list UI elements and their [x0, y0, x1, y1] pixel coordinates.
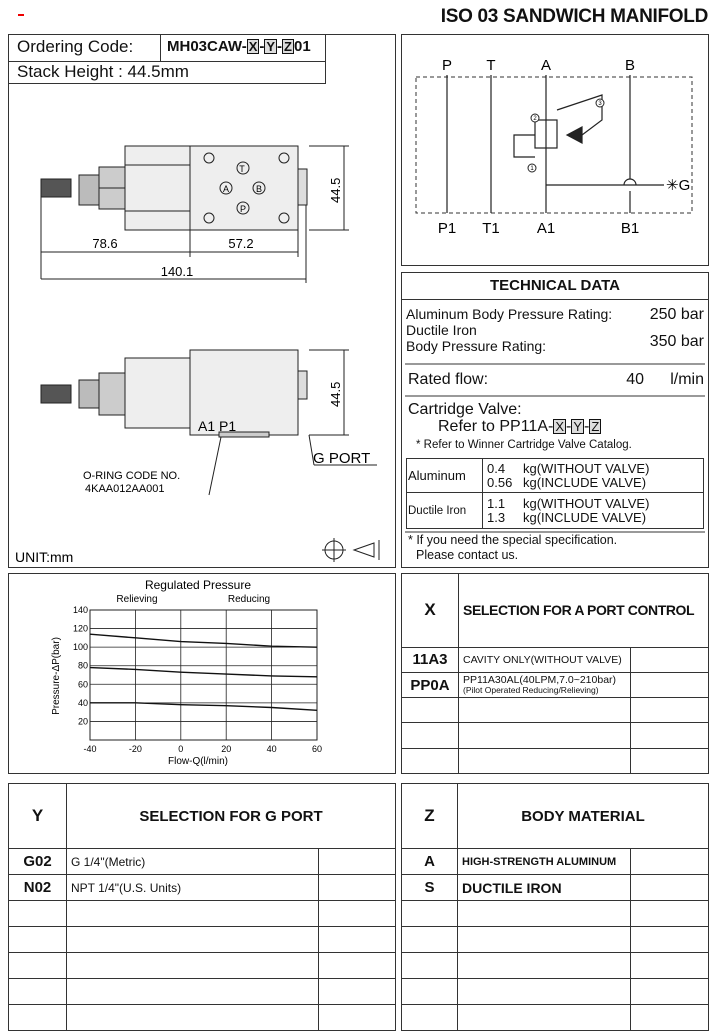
ordering-code-label: Ordering Code: — [17, 37, 134, 56]
series-line-3 — [90, 703, 317, 710]
regulated-pressure-chart — [9, 574, 395, 773]
row-code: S — [402, 875, 458, 901]
row-extra — [319, 901, 396, 927]
row-description: CAVITY ONLY(WITHOUT VALVE) — [459, 647, 631, 672]
y-tick-label: 20 — [77, 716, 88, 727]
special-note-1: * If you need the special specification. — [408, 533, 618, 547]
rated-flow-value: 40 — [626, 371, 644, 388]
y-selection-table — [8, 783, 396, 1031]
row-extra — [631, 901, 709, 927]
table-row — [9, 849, 396, 875]
page-title: ISO 03 SANDWICH MANIFOLD — [440, 6, 708, 27]
schematic-num-1: 1 — [530, 166, 534, 172]
g-port-label: G PORT — [313, 450, 371, 467]
hydraulic-schematic — [401, 34, 709, 266]
row-extra — [631, 849, 709, 875]
al-pressure-value: 250 bar — [649, 306, 704, 323]
port-p-top: P — [441, 57, 453, 74]
series-line-1 — [90, 634, 317, 647]
catalog-note: * Refer to Winner Cartridge Valve Catalog. — [416, 439, 632, 451]
x-head-title: SELECTION FOR A PORT CONTROL — [459, 574, 709, 648]
side-ports-label: A1 P1 — [198, 418, 237, 434]
table-row — [402, 849, 709, 875]
x-head-code: X — [402, 574, 459, 648]
port-b1: B1 — [620, 220, 640, 237]
technical-data-panel — [401, 272, 709, 568]
schematic-svg — [402, 35, 708, 265]
row-code — [402, 953, 458, 979]
table-row — [9, 953, 396, 979]
row-description: HIGH-STRENGTH ALUMINUM — [458, 849, 631, 875]
row-code: A — [402, 849, 458, 875]
chart-ylabel: Pressure-ΔP(bar) — [51, 637, 62, 715]
y-head-code: Y — [9, 784, 67, 849]
row-extra — [319, 875, 396, 901]
unit-label: UNIT:mm — [15, 549, 74, 565]
y-tick-label: 100 — [72, 642, 88, 653]
weight-row: Ductile Iron 1.1 kg(WITHOUT VALVE) 1.3 kg(INCLUDE VALVE) — [407, 493, 704, 529]
row-extra — [319, 849, 396, 875]
y-tick-label: 120 — [72, 623, 88, 634]
dim-total: 140.1 — [160, 264, 194, 279]
row-code — [9, 1005, 67, 1031]
table-row — [9, 979, 396, 1005]
y-tick-label: 80 — [77, 660, 88, 671]
di-label-2: Body Pressure Rating: — [406, 338, 547, 354]
port-t1: T1 — [482, 220, 500, 237]
chart-annotation-relieving: Relieving — [116, 594, 158, 605]
row-extra — [631, 723, 709, 748]
row-code — [402, 901, 458, 927]
row-extra — [319, 1005, 396, 1031]
row-code — [402, 723, 459, 748]
port-t-top: T — [486, 57, 496, 74]
weight-table — [406, 458, 704, 529]
table-row — [402, 979, 709, 1005]
chart-annotation-reducing: Reducing — [227, 594, 271, 605]
row-code: PP0A — [402, 672, 459, 697]
y-tick-label: 60 — [77, 679, 88, 690]
row-description: NPT 1/4"(U.S. Units) — [67, 875, 319, 901]
row-description: PP11A30AL(40LPM,7.0~210bar) (Pilot Operated Reducing/Relieving) — [459, 672, 631, 697]
dim-right: 57.2 — [228, 236, 254, 251]
table-row — [402, 748, 709, 773]
weight-material: Aluminum — [407, 459, 483, 493]
table-header — [402, 784, 709, 849]
x-tick-label: 20 — [221, 744, 232, 754]
row-code — [402, 979, 458, 1005]
table-row — [402, 953, 709, 979]
dim-height-side: 44.5 — [328, 381, 343, 407]
row-code — [402, 698, 459, 723]
table-row — [402, 901, 709, 927]
port-a-label: A — [222, 184, 230, 194]
table-row — [9, 1005, 396, 1031]
row-description — [67, 953, 319, 979]
special-note-2: Please contact us. — [416, 548, 519, 562]
row-description — [458, 1005, 631, 1031]
weight-material: Ductile Iron — [407, 493, 483, 529]
z-selection-table — [401, 783, 709, 1031]
plot-area — [90, 610, 317, 740]
table-row — [402, 723, 709, 748]
di-pressure-value: 350 bar — [649, 333, 704, 350]
x-selection-table — [401, 573, 709, 774]
y-head-title: SELECTION FOR G PORT — [67, 784, 396, 849]
z-head-code: Z — [402, 784, 458, 849]
port-a1: A1 — [536, 220, 556, 237]
row-code: G02 — [9, 849, 67, 875]
y-tick-label: 40 — [77, 697, 88, 708]
table-row — [9, 927, 396, 953]
x-tick-label: 60 — [311, 744, 323, 754]
row-description — [459, 698, 631, 723]
stack-height: Stack Height : 44.5mm — [17, 62, 189, 81]
table-row — [402, 698, 709, 723]
row-extra — [631, 698, 709, 723]
y-tick-label: 140 — [72, 605, 88, 615]
schematic-num-2: 2 — [533, 116, 537, 122]
row-extra — [319, 979, 396, 1005]
row-extra — [631, 953, 709, 979]
row-description — [458, 927, 631, 953]
row-description — [67, 1005, 319, 1031]
row-description — [67, 927, 319, 953]
oring-code: 4KAA012AA001 — [85, 483, 165, 495]
row-code — [402, 1005, 458, 1031]
table-row — [402, 875, 709, 901]
ordering-code-value: MH03CAW- X - Y - Z 01 — [167, 38, 311, 55]
row-description: G 1/4"(Metric) — [67, 849, 319, 875]
al-pressure-label: Aluminum Body Pressure Rating: — [406, 306, 613, 322]
row-code — [9, 953, 67, 979]
row-extra — [631, 875, 709, 901]
table-row — [402, 647, 709, 672]
port-p1: P1 — [437, 220, 457, 237]
row-code: N02 — [9, 875, 67, 901]
table-header — [9, 784, 396, 849]
technical-data-title: TECHNICAL DATA — [402, 273, 708, 300]
port-t-label: T — [239, 164, 245, 174]
port-p-label: P — [239, 204, 247, 214]
chart-panel — [8, 573, 396, 774]
row-extra — [631, 672, 709, 697]
rated-flow-unit: l/min — [670, 371, 704, 388]
weight-row: Aluminum 0.4 kg(WITHOUT VALVE) 0.56 kg(INCLUDE VALVE) — [407, 459, 704, 493]
row-extra — [631, 748, 709, 773]
row-description — [67, 901, 319, 927]
dim-left: 78.6 — [92, 236, 118, 251]
row-code — [9, 927, 67, 953]
port-g: ✳G — [666, 177, 691, 194]
ordering-code-table — [8, 34, 326, 84]
table-row — [402, 927, 709, 953]
cartridge-label: Cartridge Valve: — [408, 401, 522, 418]
row-extra — [319, 927, 396, 953]
table-row — [402, 672, 709, 697]
cartridge-ref: Refer to PP11A- X - Y - Z — [438, 418, 600, 435]
di-label-1: Ductile Iron — [406, 322, 477, 338]
row-extra — [631, 927, 709, 953]
row-code — [402, 748, 459, 773]
series-line-2 — [90, 668, 317, 677]
oring-label: O-RING CODE NO. — [83, 470, 181, 482]
row-description — [459, 748, 631, 773]
row-description — [459, 723, 631, 748]
drawing-panel — [8, 34, 396, 568]
port-b-label: B — [255, 184, 263, 194]
row-code — [9, 979, 67, 1005]
x-tick-label: 40 — [266, 744, 277, 754]
dimension-drawing — [9, 35, 395, 567]
row-description — [458, 901, 631, 927]
row-extra — [319, 953, 396, 979]
schematic-num-3: 3 — [598, 101, 602, 107]
table-header — [402, 574, 709, 648]
x-tick-label: -20 — [128, 744, 142, 754]
row-description — [458, 953, 631, 979]
row-extra — [631, 647, 709, 672]
chart-title: Regulated Pressure — [144, 578, 252, 592]
port-b-top: B — [624, 57, 636, 74]
row-description — [458, 979, 631, 1005]
row-description: DUCTILE IRON — [458, 875, 631, 901]
z-head-title: BODY MATERIAL — [458, 784, 709, 849]
row-code — [402, 927, 458, 953]
red-mark — [18, 14, 24, 16]
row-code — [9, 901, 67, 927]
chart-xlabel: Flow-Q(l/min) — [168, 756, 228, 767]
table-row — [9, 901, 396, 927]
table-row — [9, 875, 396, 901]
dim-height-top: 44.5 — [328, 177, 343, 203]
port-a-top: A — [540, 57, 552, 74]
row-code: 11A3 — [402, 647, 459, 672]
row-extra — [631, 979, 709, 1005]
x-tick-label: 0 — [178, 744, 184, 754]
table-row — [402, 1005, 709, 1031]
row-description — [67, 979, 319, 1005]
x-tick-label: -40 — [83, 744, 97, 754]
row-extra — [631, 1005, 709, 1031]
rated-flow-label: Rated flow: — [408, 371, 489, 388]
